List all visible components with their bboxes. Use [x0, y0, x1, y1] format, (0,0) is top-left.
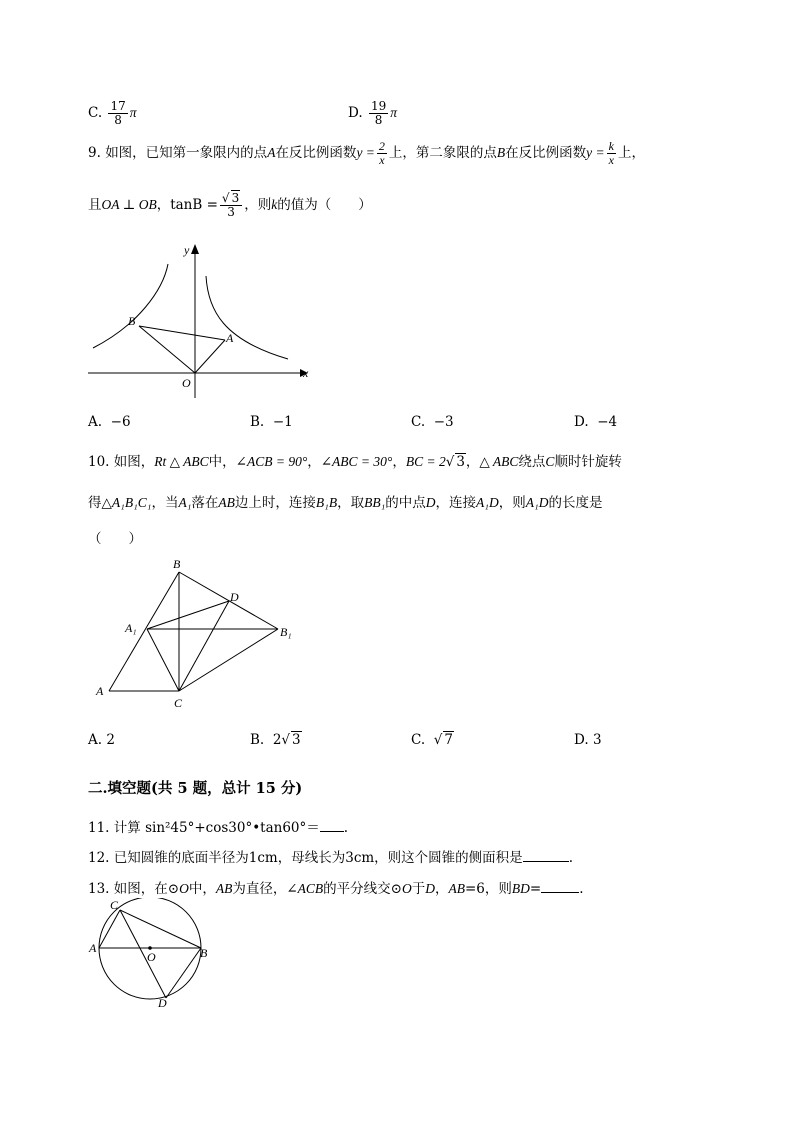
label-B: B	[128, 314, 136, 328]
q12: 12. 已知圆锥的底面半径为1cm，母线长为3cm，则这个圆锥的侧面积是 .	[88, 846, 573, 866]
q9-figure	[88, 240, 318, 402]
segment-OA	[195, 340, 225, 373]
q9-tan-fraction: $\frac{√ 3}{3}$	[220, 192, 242, 219]
label-D: D	[230, 590, 239, 604]
label-x: x	[303, 366, 309, 380]
q9-option-a: A. −6	[88, 414, 131, 430]
curve-second-quadrant	[93, 264, 168, 348]
q9-line1: 9. 如图，已知第一象限内的点A在反比例函数y = $\frac{2}{x}$ 上，第二象限的点B在反比例函数y = $\frac{k}{x}$ 上，	[88, 139, 645, 167]
curve-first-quadrant	[206, 276, 288, 359]
section2-heading: 二.填空题(共 5 题，总计 15 分)	[88, 780, 303, 797]
label-A1: A₁	[125, 621, 137, 635]
q10-line3: （ ）	[88, 531, 142, 547]
q9-func2-fraction: $\frac{k}{x}$	[608, 139, 614, 167]
label-B1: B₁	[280, 625, 292, 639]
q9-option-b: B. −1	[250, 414, 293, 430]
segment-A1C	[147, 629, 179, 691]
q9-func1-fraction: $\frac{2}{x}$	[378, 139, 385, 167]
segment-DC	[179, 601, 229, 691]
label-B: B	[173, 557, 181, 571]
label-A: A	[89, 941, 97, 955]
q13-figure	[88, 898, 212, 1008]
q10-line2: 得△A₁B₁C₁，当A₁落在AB边上时，连接B₁B，取BB₁的中点D，连接A₁D，则A₁D的长度是	[88, 495, 603, 511]
q10-option-b: B. 2√ 3	[250, 732, 301, 748]
q13: 13. 如图，在⊙O中，AB为直径，∠ACB的平分线交⊙O于D，AB=6，则BD= .	[88, 877, 583, 897]
q9-option-d: D. −4	[574, 414, 618, 430]
q10-figure	[88, 556, 308, 714]
label-y: y	[184, 243, 190, 257]
segment-CB1	[179, 629, 278, 691]
q9-line2: 且OA ⊥ OB，tanB = $\frac{√ 3}{3}$ ，则k的值为（ ）	[88, 191, 372, 219]
q12-answer-blank	[523, 847, 569, 862]
q13-answer-blank	[541, 878, 579, 893]
q9-option-c: C. −3	[411, 414, 454, 430]
label-A: A	[226, 331, 234, 345]
label-B: B	[200, 946, 208, 960]
q11-answer-blank	[320, 817, 344, 832]
q11: 11. 计算 sin²45°+cos30°•tan60°＝ .	[88, 816, 348, 836]
q8-option-c: C. $\frac{17}{8}$ π	[88, 99, 137, 127]
label-A: A	[96, 684, 104, 698]
label-D: D	[158, 996, 167, 1008]
y-axis-arrow	[191, 244, 199, 254]
q10-option-a: A. 2	[88, 732, 115, 748]
segment-DB	[166, 948, 201, 998]
segment-AB	[139, 326, 225, 340]
segment-CD	[120, 910, 166, 998]
label-C: C	[174, 696, 183, 710]
q10-option-c: C. √ 7	[411, 732, 453, 748]
q8-d-fraction: $\frac{19}{8}$	[370, 99, 387, 127]
label-O: O	[147, 950, 156, 964]
label-C: C	[110, 898, 119, 912]
q10-option-d: D. 3	[574, 732, 602, 748]
segment-AB	[109, 572, 179, 691]
q8-option-d: D. $\frac{19}{8}$ π	[348, 99, 397, 127]
label-O: O	[182, 376, 191, 390]
q10-line1: 10. 如图，Rt △ ABC中，∠ACB = 90°，∠ABC = 30°，BC = 2√ 3，△ ABC绕点C顺时针旋转	[88, 454, 622, 470]
segment-BB1	[179, 572, 278, 629]
q8-c-fraction: $\frac{17}{8}$	[110, 99, 126, 127]
segment-OB	[139, 326, 195, 373]
